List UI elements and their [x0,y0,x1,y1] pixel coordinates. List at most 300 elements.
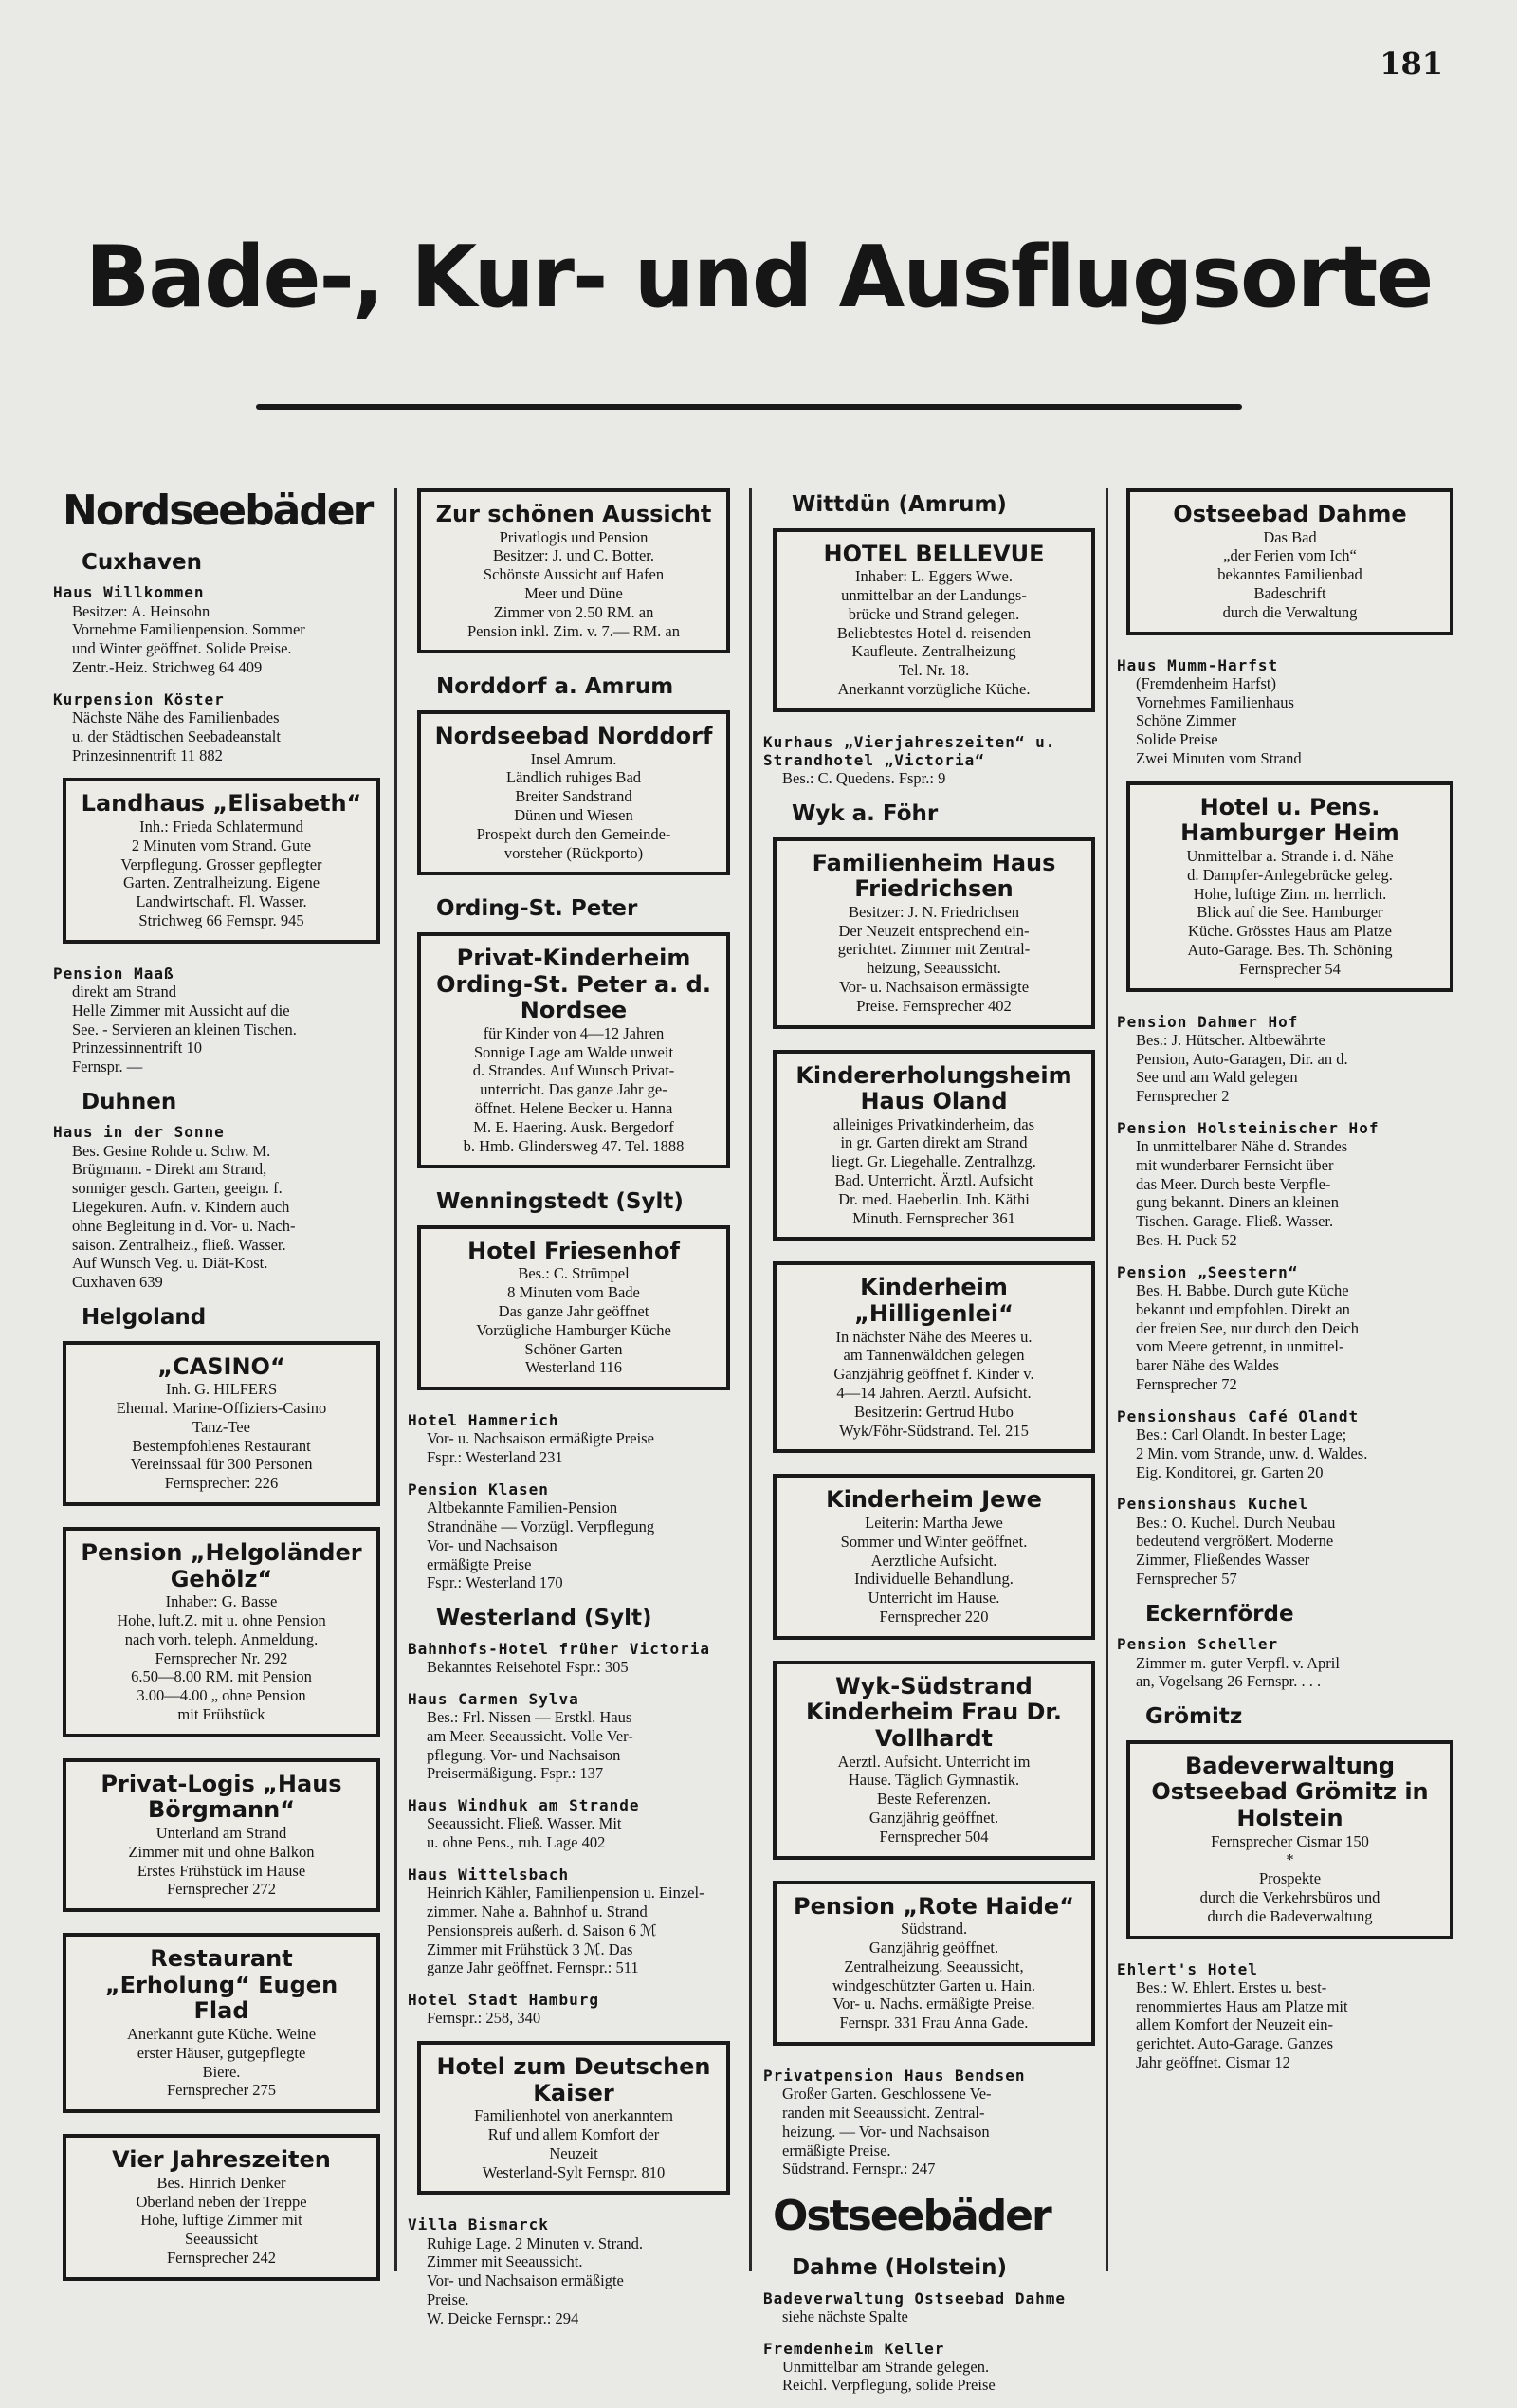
listing-name: Haus Windhuk am Strande [408,1796,640,1815]
ad-box [773,837,1095,1029]
listing-name: Badeverwaltung Ostseebad Dahme [763,2289,1066,2307]
location-heading: Ording-St. Peter [436,896,638,922]
ad-line: Neuzeit [549,2143,598,2162]
listing-line: bedeutend vergrößert. Moderne [1136,1532,1334,1551]
listing-line: (Fremdenheim Harfst) [1136,673,1276,692]
ad-line: 3.00—4.00 „ ohne Pension [137,1686,306,1705]
listing-entry [408,1640,740,1677]
ad-line: Insel Amrum. [530,749,617,768]
listing-line: Liegekuren. Aufn. v. Kindern auch [72,1198,290,1217]
ad-title: HOTEL BELLEVUE [823,540,1045,567]
ad-line: am Tannenwäldchen gelegen [843,1346,1025,1365]
ad-line: Tanz-Tee [192,1417,250,1436]
listing-line: renommiertes Haus am Platze mit [1136,1996,1348,2015]
ad-box [417,932,730,1168]
location-heading: Wenningstedt (Sylt) [436,1189,684,1215]
ad-title: Vier Jahreszeiten [112,2146,331,2174]
title-rule [256,404,1242,410]
ad-line: Hause. Täglich Gymnastik. [848,1771,1020,1790]
ad-line: brücke und Strand gelegen. [848,604,1020,623]
listing-name: Pension „Seestern“ [1117,1262,1299,1281]
ad-line: Bes. Hinrich Denker [156,2173,286,2192]
listing-line: Vornehme Familienpension. Sommer [72,620,305,639]
ad-line: d. Strandes. Auf Wunsch Privat- [472,1061,675,1080]
column-2 [408,479,740,2342]
listing-line: ermäßigte Preise. [782,2141,891,2160]
location-heading: Helgoland [82,1305,207,1331]
ad-line: Oberland neben der Treppe [136,2192,307,2211]
listing-line: Jahr geöffnet. Cismar 12 [1136,2052,1290,2071]
ad-line: Dünen und Wiesen [514,805,633,824]
ad-box [1126,488,1453,635]
listing-name: Fremdenheim Keller [763,2339,945,2358]
ad-line: Garten. Zentralheizung. Eigene [122,873,320,892]
listing-line: Preisermäßigung. Fspr.: 137 [427,1764,604,1783]
listing-line: ganze Jahr geöffnet. Fernspr.: 511 [427,1958,639,1977]
ad-line: Inhaber: G. Basse [165,1592,278,1611]
ad-box [773,1881,1095,2046]
ad-line: durch die Verwaltung [1222,602,1358,621]
listing-name: Hotel Hammerich [408,1411,559,1430]
listing-line: Bes. H. Babbe. Durch gute Küche [1136,1281,1349,1300]
ad-line: Zimmer mit und ohne Balkon [128,1842,315,1861]
listing-entry [763,2067,1105,2178]
ad-title: Badeverwaltung Ostseebad Grömitz in Holstein [1151,1752,1429,1831]
ad-line: Südstrand. [900,1920,968,1939]
listing-line: 2 Min. vom Strande, unw. d. Waldes. [1136,1443,1368,1462]
ad-line: Fernsprecher Nr. 292 [155,1648,288,1667]
ad-line: Leiterin: Martha Jewe [865,1514,1003,1533]
ad-line: d. Dampfer-Anlegebrücke geleg. [1187,865,1393,884]
ad-title: Zur schönen Aussicht [435,501,712,527]
location-heading: Cuxhaven [82,549,202,575]
ad-line: Fernsprecher Cismar 150 [1211,1831,1369,1850]
ad-line: Individuelle Behandlung. [854,1570,1014,1589]
listing-name: Privatpension Haus Bendsen [763,2066,1026,2085]
ad-line: durch die Badeverwaltung [1207,1906,1373,1925]
listing-entry [53,1123,390,1292]
ad-line: Fernspr. 331 Frau Anna Gade. [839,2013,1029,2032]
ad-line: Prospekte [1258,1869,1322,1888]
listing-line: Nächste Nähe des Familienbades [72,708,280,726]
ad-line: unterricht. Das ganze Jahr ge- [480,1080,667,1099]
listing-entry [1117,656,1463,768]
listing-line: Fernspr. — [72,1057,143,1076]
listing-line: Preise. [427,2290,469,2309]
ad-line: Verpflegung. Grosser gepflegter [120,855,322,873]
ad-title: Restaurant „Erholung“ Eugen Flad [104,1945,338,2025]
ad-line: Unmittelbar a. Strande i. d. Nähe [1186,846,1394,865]
ad-line: Bes.: C. Strümpel [518,1264,630,1283]
listing-line: Pensionspreis außerh. d. Saison 6 ℳ [427,1921,657,1939]
ad-line: Tel. Nr. 18. [898,661,970,680]
ad-line: Sonnige Lage am Walde unweit [473,1042,674,1061]
listing-line: ohne Begleitung in d. Vor- u. Nach- [72,1216,296,1235]
listing-entry [1117,1263,1463,1394]
ad-line: Kaufleute. Zentralheizung [851,642,1016,661]
listing-line: Fernsprecher 2 [1136,1087,1230,1106]
column-3 [763,479,1105,2408]
ad-box [63,1933,380,2113]
ad-line: heizung, Seeaussicht. [867,959,1001,978]
listing-line: sonniger gesch. Garten, geeign. f. [72,1179,283,1198]
ad-line: M. E. Haering. Ausk. Bergedorf [473,1117,674,1136]
listing-entry [408,1796,740,1852]
listing-line: Tischen. Garage. Fließ. Wasser. [1136,1212,1334,1231]
listing-line: Reichl. Verpflegung, solide Preise [782,2376,996,2395]
ad-title: Hotel zum Deutschen Kaiser [436,2053,711,2106]
listing-line: allem Komfort der Neuzeit ein- [1136,2015,1333,2034]
ad-line: unmittelbar an der Landungs- [841,585,1027,604]
listing-line: Bes. H. Puck 52 [1136,1231,1237,1250]
listing-line: Bes.: Frl. Nissen — Erstkl. Haus [427,1707,632,1726]
ad-line: Hohe, luftige Zim. m. herrlich. [1193,884,1387,903]
ad-box [417,2041,730,2195]
listing-line: randen mit Seeaussicht. Zentral- [782,2103,985,2122]
ad-title: Privat-Kinderheim Ording-St. Peter a. d. Nordsee [436,944,711,1024]
listing-name: Bahnhofs-Hotel früher Victoria [408,1639,710,1658]
listing-line: Brügmann. - Direkt am Strand, [72,1160,267,1179]
ad-line: 6.50—8.00 RM. mit Pension [131,1667,312,1686]
ad-line: Fernsprecher 272 [166,1880,276,1899]
listing-name: Villa Bismarck [408,2215,549,2234]
listing-line: und Winter geöffnet. Solide Preise. [72,639,292,658]
ad-line: * [1286,1850,1294,1869]
ad-line: Auto-Garage. Bes. Th. Schöning [1187,940,1393,959]
ad-title: Pension „Rote Haide“ [794,1892,1074,1920]
ad-line: Fernsprecher 504 [879,1827,989,1846]
ad-line: Familienhotel von anerkanntem [474,2106,673,2125]
location-heading: Norddorf a. Amrum [436,674,674,700]
section-title: Nordseebäder [63,487,373,535]
ad-line: mit Frühstück [177,1704,265,1723]
listing-line: Solide Preise [1136,730,1218,749]
ad-title: Privat-Logis „Haus Börgmann“ [101,1770,342,1824]
location-heading: Dahme (Holstein) [792,2254,1008,2280]
listing-line: saison. Zentralheiz., fließ. Wasser. [72,1235,286,1254]
ad-line: Das Bad [1263,527,1317,546]
listing-line: Zimmer m. guter Verpfl. v. April [1136,1653,1340,1672]
listing-name: Pension Holsteinischer Hof [1117,1118,1380,1137]
ad-line: Küche. Grösstes Haus am Platze [1188,922,1392,941]
listing-entry [763,2340,1105,2396]
listing-line: gerichtet. Auto-Garage. Ganzes [1136,2034,1333,2053]
ad-line: Meer und Düne [524,583,623,602]
ad-line: Besitzer: J. N. Friedrichsen [848,902,1020,921]
ad-line: öffnet. Helene Becker u. Hanna [474,1098,673,1117]
ad-line: Badeschrift [1253,583,1326,602]
listing-line: Bes.: W. Ehlert. Erstes u. best- [1136,1977,1327,1996]
ad-line: Landwirtschaft. Fl. Wasser. [136,892,307,911]
ad-line: Ganzjährig geöffnet. [868,1808,999,1827]
listing-line: See und am Wald gelegen [1136,1068,1298,1087]
listing-entry [1117,1013,1463,1106]
listing-entry [408,1690,740,1783]
location-heading: Duhnen [82,1089,177,1114]
ad-line: Breiter Sandstrand [515,787,632,806]
ad-line: 8 Minuten vom Bade [507,1283,640,1302]
ad-line: Strichweg 66 Fernspr. 945 [138,910,304,929]
location-heading: Grömitz [1145,1704,1243,1730]
listing-name: Hotel Stadt Hamburg [408,1991,600,2010]
ad-line: Anerkannt gute Küche. Weine [126,2024,317,2043]
listing-entry [408,1866,740,1977]
ad-title: Ostseebad Dahme [1173,501,1407,527]
listing-line: Ruhige Lage. 2 Minuten v. Strand. [427,2233,644,2252]
listing-line: Südstrand. Fernspr.: 247 [782,2160,936,2178]
ad-title: Kinderheim „Hilligenlei“ [854,1274,1014,1328]
ad-line: Zentralheizung. Seeaussicht, [844,1957,1024,1976]
ad-title: Hotel u. Pens. Hamburger Heim [1180,793,1399,847]
ad-line: Beliebtestes Hotel d. reisenden [836,623,1032,642]
ad-box [1126,781,1453,992]
listing-line: Strandnähe — Vorzügl. Verpflegung [427,1517,655,1536]
listing-line: heizung. — Vor- und Nachsaison [782,2122,990,2141]
listing-entry [53,583,390,676]
ad-line: 2 Minuten vom Strand. Gute [131,836,312,855]
listing-line: Fspr.: Westerland 231 [427,1448,563,1467]
ad-line: In nächster Nähe des Meeres u. [835,1327,1033,1346]
listing-entry [53,690,390,765]
ad-line: Ländlich ruhiges Bad [505,768,642,787]
ad-box [63,778,380,943]
ad-line: Anerkannt vorzügliche Küche. [837,679,1031,698]
ad-line: Blick auf die See. Hamburger [1197,903,1383,922]
listing-entry [763,2289,1105,2326]
ad-box [1126,1740,1453,1939]
listing-line: Großer Garten. Geschlossene Ve- [782,2085,992,2104]
page-number: 181 [1380,46,1443,82]
ad-line: gerichtet. Zimmer mit Zentral- [837,940,1031,959]
listing-entry [1117,1635,1463,1691]
listing-name: Pension Dahmer Hof [1117,1012,1299,1031]
listing-name: Kurpension Köster [53,689,225,708]
listing-line: Heinrich Kähler, Familienpension u. Einzel- [427,1884,704,1903]
ad-line: Fernsprecher 220 [879,1608,989,1627]
ad-line: Aerztliche Aufsicht. [870,1551,997,1570]
page-title: Bade-, Kur- und Ausflugsorte [84,228,1433,327]
ad-title: Landhaus „Elisabeth“ [81,790,362,818]
ad-line: Westerland-Sylt Fernspr. 810 [482,2162,666,2181]
listing-line: der freien See, nur durch den Deich [1136,1318,1360,1337]
ad-line: in gr. Garten direkt am Strand [840,1133,1028,1152]
column-divider [749,488,752,2271]
section-title: Ostseebäder [773,2192,1051,2241]
ad-line: Schöner Garten [524,1339,623,1358]
ad-line: durch die Verkehrsbüros und [1199,1887,1380,1906]
ad-line: Das ganze Jahr geöffnet [498,1302,649,1321]
ad-line: Erstes Frühstück im Hause [137,1861,306,1880]
listing-entry [53,965,390,1076]
ad-title: Kindererholungsheim Haus Oland [795,1061,1072,1115]
listing-entry [1117,1495,1463,1588]
listing-line: W. Deicke Fernspr.: 294 [427,2308,579,2327]
listing-line: Zimmer mit Frühstück 3 ℳ. Das [427,1939,633,1958]
listing-line: Fernsprecher 72 [1136,1375,1237,1394]
ad-line: b. Hmb. Glindersweg 47. Tel. 1888 [463,1136,685,1155]
column-4 [1117,479,1463,2086]
listing-entry [763,733,1105,788]
ad-line: Inh.: Frieda Schlatermund [139,817,303,836]
listing-entry [408,2215,740,2327]
listing-name: Pensionshaus Café Olandt [1117,1406,1360,1425]
ad-line: Dr. med. Haeberlin. Inh. Käthi [838,1189,1030,1208]
ad-box [773,1261,1095,1453]
ad-line: Vor- u. Nachs. ermäßigte Preise. [832,1994,1035,2013]
ad-line: Aerztl. Aufsicht. Unterricht im [837,1752,1031,1771]
listing-line: Prinzesinnentrift 11 882 [72,745,223,764]
listing-line: Cuxhaven 639 [72,1273,163,1292]
listing-name: Pension Klasen [408,1480,549,1499]
ad-title: Nordseebad Norddorf [434,722,713,749]
ad-line: Prospekt durch den Gemeinde- [476,824,671,843]
listing-line: Bekanntes Reisehotel Fspr.: 305 [427,1658,629,1676]
listing-line: vom Meere getrennt, in unmittel- [1136,1337,1344,1356]
listing-name: Haus in der Sonne [53,1123,225,1142]
ad-line: Vor- u. Nachsaison ermässigte [838,977,1030,996]
listing-line: Fspr.: Westerland 170 [427,1573,563,1592]
listing-entry [408,1411,740,1467]
ad-line: Unterricht im Hause. [868,1589,1000,1608]
ad-line: Westerland 116 [524,1358,623,1377]
listing-name: Haus Carmen Sylva [408,1689,579,1708]
ad-line: vorsteher (Rückporto) [503,843,644,862]
ad-box [773,1050,1095,1241]
ad-box [773,1661,1095,1860]
ad-line: Seeaussicht [185,2230,258,2249]
listing-line: barer Nähe des Waldes [1136,1356,1279,1375]
ad-line: bekanntes Familienbad [1217,565,1362,584]
listing-line: am Meer. Seeaussicht. Volle Ver- [427,1726,633,1745]
listing-line: u. ohne Pens., ruh. Lage 402 [427,1833,606,1852]
ad-line: Zimmer von 2.50 RM. an [493,602,654,621]
ad-line: Fernsprecher 242 [166,2248,276,2267]
ad-line: Besitzer: J. und C. Botter. [492,546,655,565]
ad-line: Hohe, luft.Z. mit u. ohne Pension [117,1611,326,1629]
ad-line: Fernsprecher: 226 [164,1474,279,1493]
listing-line: Bes.: O. Kuchel. Durch Neubau [1136,1513,1336,1532]
listing-entry [1117,1960,1463,2072]
ad-line: Ehemal. Marine-Offiziers-Casino [116,1399,327,1418]
listing-line: Helle Zimmer mit Aussicht auf die [72,1001,290,1020]
ad-line: erster Häuser, gutgepflegte [137,2043,306,2062]
ad-line: Ganzjährig geöffnet. [868,1938,999,1957]
listing-name: Haus Willkommen [53,583,205,602]
ad-title: Hotel Friesenhof [467,1237,680,1264]
ad-box [417,710,730,875]
ad-line: für Kinder von 4—12 Jahren [483,1023,665,1042]
ad-title: „CASINO“ [157,1352,285,1380]
location-heading: Westerland (Sylt) [436,1606,652,1631]
listing-line: Eig. Konditorei, gr. Garten 20 [1136,1462,1324,1481]
listing-line: Altbekannte Familien-Pension [427,1498,618,1517]
listing-line: pflegung. Vor- und Nachsaison [427,1745,621,1764]
ad-line: Biere. [202,2062,241,2081]
ad-line: „der Ferien vom Ich“ [1223,546,1357,565]
ad-line: Fernsprecher 275 [166,2081,276,2100]
ad-line: Privatlogis und Pension [499,527,649,546]
ad-line: nach vorh. teleph. Anmeldung. [124,1629,319,1648]
ad-line: Vorzügliche Hamburger Küche [476,1320,671,1339]
listing-line: ermäßigte Preise [427,1554,532,1573]
listing-name: Kurhaus „Vierjahreszeiten“ u. Strandhotel „Victoria“ [763,732,1056,769]
listing-line: Pension, Auto-Garagen, Dir. an d. [1136,1049,1348,1068]
ad-line: Hohe, luftige Zimmer mit [140,2211,302,2230]
listing-entry [1117,1119,1463,1250]
listing-line: In unmittelbarer Nähe d. Strandes [1136,1137,1348,1156]
ad-line: Bestempfohlenes Restaurant [132,1436,311,1455]
listing-line: Zimmer, Fließendes Wasser [1136,1551,1310,1570]
listing-name: Pension Scheller [1117,1635,1279,1654]
ad-title: Pension „Helgoländer Gehölz“ [81,1539,362,1592]
listing-line: Vor- und Nachsaison ermäßigte [427,2271,624,2290]
listing-line: Schöne Zimmer [1136,711,1236,730]
listing-line: Zentr.-Heiz. Strichweg 64 409 [72,657,263,676]
listing-name: Ehlert's Hotel [1117,1959,1258,1978]
location-heading: Eckernförde [1145,1601,1294,1627]
ad-line: Sommer und Winter geöffnet. [840,1532,1028,1551]
ad-box [63,1527,380,1737]
ad-box [63,1758,380,1912]
listing-line: Zimmer mit Seeaussicht. [427,2252,583,2271]
listing-line: Vornehmes Familienhaus [1136,692,1294,711]
listing-line: Bes. Gesine Rohde u. Schw. M. [72,1141,271,1160]
column-divider [1106,488,1108,2271]
ad-box [773,528,1095,712]
ad-line: Preise. Fernsprecher 402 [856,996,1012,1015]
ad-line: Minuth. Fernsprecher 361 [852,1208,1015,1227]
listing-line: See. - Servieren an kleinen Tischen. [72,1020,297,1039]
column-1 [53,479,390,2302]
listing-line: Bes.: C. Quedens. Fspr.: 9 [782,769,946,788]
listing-entry [408,1480,740,1592]
listing-line: Zwei Minuten vom Strand [1136,748,1302,767]
ad-line: Unterland am Strand [155,1823,287,1842]
listing-line: siehe nächste Spalte [782,2307,908,2325]
listing-line: Unmittelbar am Strande gelegen. [782,2357,990,2376]
ad-line: Beste Referenzen. [876,1790,992,1809]
ad-title: Wyk-Südstrand Kinderheim Frau Dr. Vollhardt [806,1672,1062,1752]
listing-line: zimmer. Nahe a. Bahnhof u. Strand [427,1902,648,1921]
ad-box [63,2134,380,2281]
listing-name: Haus Mumm-Harfst [1117,655,1279,674]
listing-name: Haus Wittelsbach [408,1865,570,1884]
ad-title: Kinderheim Jewe [826,1486,1042,1514]
ad-line: Inh. G. HILFERS [165,1380,278,1399]
listing-line: Vor- und Nachsaison [427,1535,557,1554]
ad-line: Ruf und allem Komfort der [487,2125,660,2144]
ad-line: windgeschützter Garten u. Hain. [832,1976,1035,1994]
ad-line: Inhaber: L. Eggers Wwe. [854,567,1013,586]
ad-line: alleiniges Privatkinderheim, das [832,1114,1035,1133]
ad-box [417,488,730,653]
listing-line: Vor- u. Nachsaison ermäßigte Preise [427,1429,654,1448]
listing-line: direkt am Strand [72,982,176,1001]
listing-line: mit wunderbarer Fernsicht über [1136,1155,1334,1174]
listing-line: Fernsprecher 57 [1136,1569,1237,1588]
ad-line: Besitzerin: Gertrud Hubo [854,1402,1014,1421]
column-divider [394,488,397,2271]
listing-line: Fernspr.: 258, 340 [427,2009,541,2028]
ad-line: Ganzjährig geöffnet f. Kinder v. [833,1365,1034,1384]
ad-title: Familienheim Haus Friedrichsen [812,849,1056,903]
ad-box [773,1474,1095,1639]
listing-line: das Meer. Durch beste Verpfle- [1136,1174,1331,1193]
ad-line: Der Neuzeit entsprechend ein- [838,921,1030,940]
listing-line: Besitzer: A. Heinsohn [72,601,210,620]
listing-entry [1117,1407,1463,1482]
listing-line: Seeaussicht. Fließ. Wasser. Mit [427,1814,622,1833]
